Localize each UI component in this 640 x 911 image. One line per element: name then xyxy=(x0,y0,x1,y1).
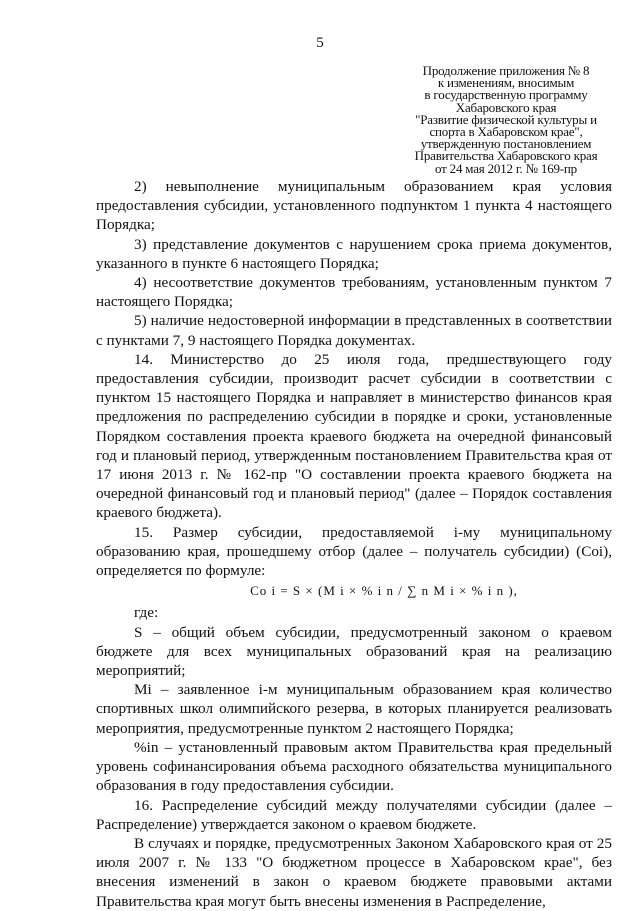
paragraph: В случаях и порядке, предусмотренных Законом Хабаровского края от 25 июля 2007 г. № 133 "О бюджетном процессе в Хабаровском крае", без внесения изменений в закон о краевом бюджете правовыми актами Правительства края могут быть внесены изменения в Распределение, xyxy=(96,834,612,910)
paragraph: 5) наличие недостоверной информации в представленных в соответствии с пунктами 7, 9 настоящего Порядка документах. xyxy=(96,312,612,349)
paragraph: где: xyxy=(134,604,159,622)
annex-line: "Развитие физической культуры и xyxy=(415,111,597,127)
page-number: 5 xyxy=(316,35,324,51)
document-body xyxy=(96,177,612,911)
subsidy-formula: Co i = S × (M i × % i n / ∑ n M i × % i n ), xyxy=(250,583,518,599)
annex-line: от 24 мая 2012 г. № 169-пр xyxy=(434,160,577,176)
annex-header xyxy=(390,65,622,175)
definition-mi: Mi – заявленное i-м муниципальным образованием края количество спортивных школ олимпийского резерва, в которых планируется реализовать мероприятия, предусмотренные пунктом 2 настоящего Порядка; xyxy=(96,681,612,737)
paragraph: 4) несоответствие документов требованиям, установленным пунктом 7 настоящего Порядка; xyxy=(96,274,612,311)
annex-line: к изменениям, вносимым xyxy=(437,75,575,91)
definition-percent: %in – установленный правовым актом Правительства края предельный уровень софинансирования объема расходного обязательства муниципального образования в году предоставления субсидии. xyxy=(96,738,612,795)
annex-line: Продолжение приложения № 8 xyxy=(422,63,590,78)
annex-line: в государственную программу xyxy=(424,87,588,103)
paragraph-15: 15. Размер субсидии, предоставляемой i-му муниципальному образованию края, прошедшему отбор (далее – получатель субсидии) (Coi), определяется по формуле: xyxy=(96,523,612,580)
annex-line: Хабаровского края xyxy=(455,99,557,115)
paragraph: 2) невыполнение муниципальным образованием края условия предоставления субсидии, установленного подпунктом 1 пункта 4 настоящего Порядка; xyxy=(96,178,612,234)
definition-s: S – общий объем субсидии, предусмотренный законом о краевом бюджете для всех муниципальных образований края на реализацию мероприятий; xyxy=(96,623,612,680)
paragraph-16: 16. Распределение субсидий между получателями субсидии (далее – Распределение) утверждается законом о краевом бюджете. xyxy=(96,796,612,833)
annex-line: утвержденную постановлением xyxy=(420,136,592,152)
paragraph: 3) представление документов с нарушением срока приема документов, указанного в пункте 6 настоящего Порядка; xyxy=(96,235,612,272)
annex-line: Правительства Хабаровского края xyxy=(414,148,598,164)
paragraph-14: 14. Министерство до 25 июля года, предшествующего году предоставления субсидии, производит расчет субсидии в соответствии с пунктом 15 настоящего Порядка и направляет в министерство финансов края предложения по распределению субсидии в порядке и сроки, установленные Порядком составления проекта краевого бюджета на очередной финансовый год и плановый период, утвержденным постановлением Правительства края от 17 июня 2013 г. № 162-пр "О составлении проекта краевого бюджета на очередной финансовый год и плановый период" (далее – Порядок составления краевого бюджета). xyxy=(96,350,612,522)
annex-line: спорта в Хабаровском крае", xyxy=(429,124,583,140)
